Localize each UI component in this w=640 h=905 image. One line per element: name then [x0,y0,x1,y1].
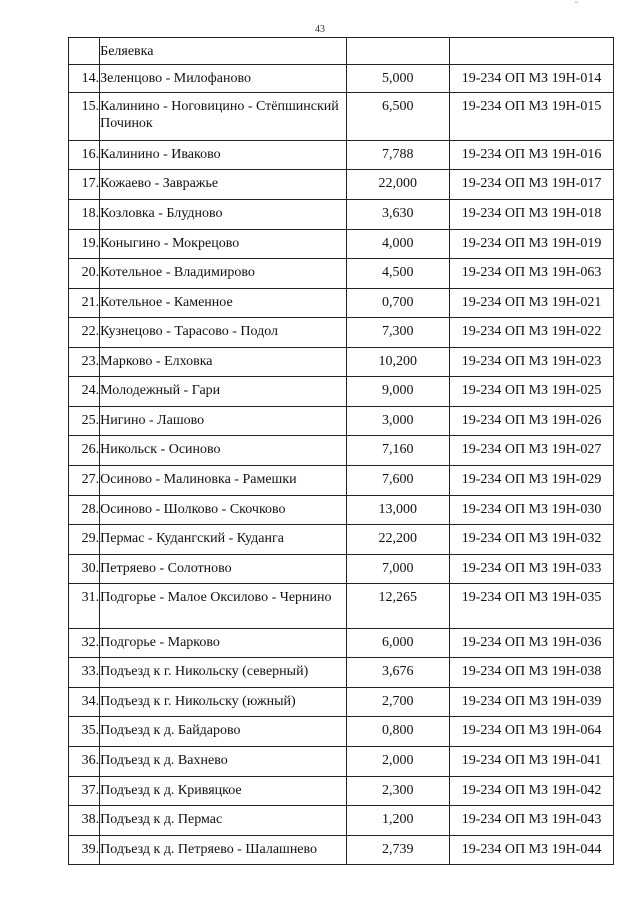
road-name: Калинино - Иваково [100,147,221,162]
road-code: 19-234 ОП МЗ 19Н-025 [461,383,602,398]
road-code-cell [450,747,614,777]
table-row [69,629,614,658]
table-row [69,65,614,93]
page-number: 43 [315,24,325,35]
road-length-cell [346,836,450,865]
table-row [69,525,614,555]
road-length-cell [346,777,450,806]
road-name: Подъезд к д. Петряево - Шалашнево [100,842,318,857]
row-number: 35. [81,723,100,738]
road-length-cell [346,93,450,141]
road-name: Молодежный - Гари [100,383,221,398]
row-number-cell [69,658,100,688]
road-name-cell [100,38,346,65]
road-name: Подгорье - Марково [100,635,220,650]
road-name-cell [100,777,346,806]
road-name-cell [100,584,346,629]
row-number: 18. [81,206,100,221]
row-number-cell [69,318,100,348]
row-number-cell [69,348,100,377]
road-length-cell [346,230,450,259]
road-length-cell [346,170,450,200]
road-name: Нигино - Лашово [100,413,205,428]
row-number-cell [69,289,100,318]
road-name-cell [100,747,346,777]
road-length-cell [346,555,450,584]
road-length: 10,200 [378,354,418,369]
road-name-cell [100,65,346,93]
row-number: 23. [81,354,100,369]
road-name-cell [100,230,346,259]
table-row [69,348,614,377]
table-row [69,200,614,230]
road-name-cell [100,806,346,836]
road-length: 2,000 [382,753,414,768]
table-row [69,584,614,629]
road-length: 3,676 [382,664,414,679]
row-number: 28. [81,502,100,517]
road-length-cell [346,348,450,377]
row-number: 17. [81,176,100,191]
road-name-cell [100,407,346,436]
road-code: 19-234 ОП МЗ 19Н-021 [461,295,602,310]
row-number: 29. [81,531,100,546]
table-row [69,289,614,318]
row-number-cell [69,141,100,170]
road-code: 19-234 ОП МЗ 19Н-029 [461,472,602,487]
row-number-cell [69,200,100,230]
row-number: 34. [81,694,100,709]
road-code: 19-234 ОП МЗ 19Н-018 [461,206,602,221]
row-number-cell [69,629,100,658]
row-number-cell [69,170,100,200]
road-code-cell [450,318,614,348]
road-name-cell [100,629,346,658]
road-code: 19-234 ОП МЗ 19Н-023 [461,354,602,369]
road-code-cell [450,348,614,377]
row-number: 14. [81,71,100,86]
table-row [69,93,614,141]
road-name-cell [100,525,346,555]
road-code: 19-234 ОП МЗ 19Н-041 [461,753,602,768]
row-number: 19. [81,236,100,251]
table-row [69,747,614,777]
row-number: 31. [81,590,100,605]
table-row [69,496,614,525]
row-number [69,38,99,43]
road-name: Подъезд к д. Пермас [100,812,223,827]
table-row [69,436,614,466]
road-length: 13,000 [378,502,418,517]
road-name-cell [100,141,346,170]
road-code: 19-234 ОП МЗ 19Н-033 [461,561,602,576]
row-number: 39. [81,842,100,857]
row-number-cell [69,688,100,717]
roads-table [68,37,614,865]
road-name: Кожаево - Завражье [100,176,219,191]
table-row [69,38,614,65]
road-length: 7,160 [382,442,414,457]
table-row [69,466,614,496]
road-code-cell [450,555,614,584]
road-code: 19-234 ОП МЗ 19Н-017 [461,176,602,191]
road-length-cell [346,38,450,65]
road-code: 19-234 ОП МЗ 19Н-030 [461,502,602,517]
row-number: 16. [81,147,100,162]
road-length: 2,300 [382,783,414,798]
roads-table-body [69,38,614,865]
road-name: Беляевка [100,44,154,59]
table-row [69,836,614,865]
row-number: 21. [81,295,100,310]
road-code-cell [450,836,614,865]
table-row [69,230,614,259]
row-number: 15. [81,99,100,114]
row-number: 38. [81,812,100,827]
road-code-cell [450,466,614,496]
row-number: 27. [81,472,100,487]
road-code-cell [450,584,614,629]
road-code: 19-234 ОП МЗ 19Н-043 [461,812,602,827]
road-length: 12,265 [378,590,418,605]
road-code-cell [450,377,614,407]
road-code-cell [450,658,614,688]
road-code: 19-234 ОП МЗ 19Н-044 [461,842,602,857]
row-number: 22. [81,324,100,339]
table-row [69,658,614,688]
road-length: 7,300 [382,324,414,339]
table-row [69,407,614,436]
road-code-cell [450,407,614,436]
road-name: Подгорье - Малое Оксилово - Чернино [100,590,332,605]
road-code-cell [450,141,614,170]
row-number: 26. [81,442,100,457]
road-code-cell [450,170,614,200]
road-name: Марково - Елховка [100,354,213,369]
table-row [69,555,614,584]
road-code [450,38,613,43]
road-name: Подъезд к д. Байдарово [100,723,241,738]
row-number-cell [69,836,100,865]
road-name: Подъезд к г. Никольску (южный) [100,694,296,709]
road-length: 0,700 [382,295,414,310]
road-code: 19-234 ОП МЗ 19Н-015 [461,99,602,114]
road-length-cell [346,65,450,93]
road-code: 19-234 ОП МЗ 19Н-014 [461,71,602,86]
road-length: 9,000 [382,383,414,398]
row-number-cell [69,747,100,777]
road-name: Козловка - Блудново [100,206,223,221]
road-code: 19-234 ОП МЗ 19Н-042 [461,783,602,798]
row-number-cell [69,377,100,407]
road-code-cell [450,525,614,555]
road-code: 19-234 ОП МЗ 19Н-063 [461,265,602,280]
road-length: 7,788 [382,147,414,162]
road-length: 1,200 [382,812,414,827]
road-code-cell [450,259,614,289]
row-number-cell [69,555,100,584]
road-code: 19-234 ОП МЗ 19Н-039 [461,694,602,709]
road-name-cell [100,200,346,230]
table-row [69,717,614,747]
road-length-cell [346,259,450,289]
row-number-cell [69,806,100,836]
road-length-cell [346,318,450,348]
road-name: Осиново - Шолково - Скочково [100,502,286,517]
table-row [69,806,614,836]
road-name: Подъезд к г. Никольску (северный) [100,664,309,679]
row-number-cell [69,38,100,65]
road-length-cell [346,584,450,629]
road-code-cell [450,629,614,658]
road-code: 19-234 ОП МЗ 19Н-032 [461,531,602,546]
row-number-cell [69,584,100,629]
road-code-cell [450,688,614,717]
road-name-cell [100,318,346,348]
road-length: 3,000 [382,413,414,428]
table-row [69,318,614,348]
road-length: 6,000 [382,635,414,650]
road-name-cell [100,436,346,466]
road-name-cell [100,170,346,200]
road-length-cell [346,466,450,496]
road-code-cell [450,93,614,141]
row-number: 37. [81,783,100,798]
road-length: 22,200 [378,531,418,546]
road-code: 19-234 ОП МЗ 19Н-016 [461,147,602,162]
road-name-cell [100,555,346,584]
road-name-cell [100,717,346,747]
row-number-cell [69,230,100,259]
road-length-cell [346,200,450,230]
row-number: 33. [81,664,100,679]
row-number-cell [69,717,100,747]
road-code-cell [450,289,614,318]
road-length-cell [346,688,450,717]
row-number-cell [69,496,100,525]
road-code-cell [450,200,614,230]
row-number: 30. [81,561,100,576]
road-code-cell [450,65,614,93]
road-length: 6,500 [382,99,414,114]
road-length: 4,000 [382,236,414,251]
road-length: 3,630 [382,206,414,221]
corner-mark: '' [575,0,578,9]
row-number-cell [69,777,100,806]
table-row [69,377,614,407]
road-name-cell [100,377,346,407]
road-name-cell [100,348,346,377]
road-length: 22,000 [378,176,418,191]
row-number-cell [69,93,100,141]
road-name: Калинино - Ноговицино - Стёпшинский Починок [100,99,339,131]
row-number-cell [69,466,100,496]
road-length-cell [346,377,450,407]
road-length: 0,800 [382,723,414,738]
road-length-cell [346,289,450,318]
road-code: 19-234 ОП МЗ 19Н-036 [461,635,602,650]
road-name-cell [100,688,346,717]
row-number: 20. [81,265,100,280]
road-code-cell [450,230,614,259]
road-name: Котельное - Владимирово [100,265,255,280]
road-length: 7,000 [382,561,414,576]
road-code-cell [450,777,614,806]
road-code-cell [450,38,614,65]
road-code: 19-234 ОП МЗ 19Н-035 [461,590,602,605]
table-row [69,688,614,717]
road-code: 19-234 ОП МЗ 19Н-026 [461,413,602,428]
road-name: Коныгино - Мокрецово [100,236,240,251]
road-name-cell [100,259,346,289]
road-name: Подъезд к д. Вахнево [100,753,228,768]
table-row [69,141,614,170]
table-row [69,170,614,200]
road-length-cell [346,629,450,658]
row-number: 25. [81,413,100,428]
road-length-cell [346,806,450,836]
row-number-cell [69,65,100,93]
row-number: 32. [81,635,100,650]
row-number-cell [69,436,100,466]
road-code: 19-234 ОП МЗ 19Н-027 [461,442,602,457]
road-code: 19-234 ОП МЗ 19Н-022 [461,324,602,339]
road-name: Котельное - Каменное [100,295,233,310]
road-length-cell [346,141,450,170]
road-name: Зеленцово - Милофаново [100,71,251,86]
road-length-cell [346,717,450,747]
row-number: 36. [81,753,100,768]
road-length: 5,000 [382,71,414,86]
road-length: 4,500 [382,265,414,280]
road-length: 7,600 [382,472,414,487]
road-code-cell [450,496,614,525]
road-name: Никольск - Осиново [100,442,221,457]
road-length-cell [346,436,450,466]
road-name-cell [100,836,346,865]
road-name-cell [100,289,346,318]
row-number-cell [69,407,100,436]
road-length-cell [346,658,450,688]
table-row [69,777,614,806]
road-length [347,38,450,43]
row-number-cell [69,259,100,289]
row-number: 24. [81,383,100,398]
road-code-cell [450,717,614,747]
road-length-cell [346,747,450,777]
road-length-cell [346,407,450,436]
road-code: 19-234 ОП МЗ 19Н-064 [461,723,602,738]
road-name: Подъезд к д. Кривяцкое [100,783,242,798]
road-code: 19-234 ОП МЗ 19Н-038 [461,664,602,679]
road-length-cell [346,496,450,525]
road-code-cell [450,436,614,466]
road-name: Осиново - Малиновка - Рамешки [100,472,297,487]
road-name: Пермас - Кудангский - Куданга [100,531,284,546]
row-number-cell [69,525,100,555]
road-length: 2,700 [382,694,414,709]
road-name: Кузнецово - Тарасово - Подол [100,324,278,339]
road-name-cell [100,93,346,141]
road-name-cell [100,658,346,688]
road-length: 2,739 [382,842,414,857]
road-name: Петряево - Солотново [100,561,232,576]
road-name-cell [100,496,346,525]
road-name-cell [100,466,346,496]
road-code-cell [450,806,614,836]
road-length-cell [346,525,450,555]
table-row [69,259,614,289]
road-code: 19-234 ОП МЗ 19Н-019 [461,236,602,251]
